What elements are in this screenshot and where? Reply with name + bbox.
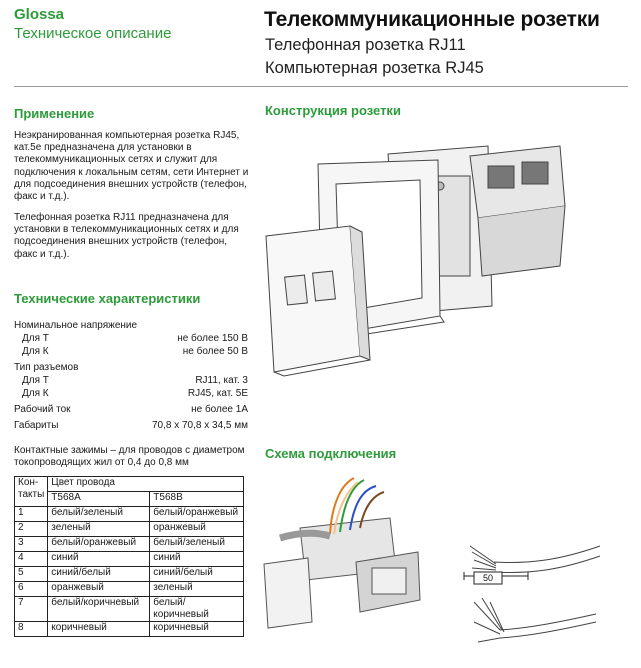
contact-number: 7 <box>15 597 48 622</box>
page-title: Телекоммуникационные розетки <box>264 8 600 31</box>
dust-cover-shape <box>264 558 312 628</box>
wiring-illustration <box>260 472 630 657</box>
color-a: коричневый <box>48 622 150 637</box>
contact-number: 1 <box>15 507 48 522</box>
module-block-shape <box>470 146 565 218</box>
color-b: оранжевый <box>150 522 244 537</box>
color-a: белый/зеленый <box>48 507 150 522</box>
specs-heading: Технические характеристики <box>14 291 201 306</box>
cover-plate-shape <box>266 226 360 372</box>
spec-dims-label: Габариты <box>14 420 59 431</box>
color-a: белый/коричневый <box>48 597 150 622</box>
color-b: белый/оранжевый <box>150 507 244 522</box>
table-subheader-row <box>15 492 244 507</box>
table-row <box>15 537 244 552</box>
table-row <box>15 597 244 622</box>
wire-color-table <box>14 476 244 637</box>
clamps-note: Контактные зажимы – для проводов с диаметром токопроводящих жил от 0,4 до 0,8 мм <box>14 445 245 468</box>
socket-exploded-illustration <box>260 126 630 396</box>
construction-heading: Конструкция розетки <box>265 103 401 118</box>
color-a: оранжевый <box>48 582 150 597</box>
contact-number: 3 <box>15 537 48 552</box>
color-a: синий <box>48 552 150 567</box>
color-b: зеленый <box>150 582 244 597</box>
header-divider <box>14 86 628 87</box>
table-row <box>15 552 244 567</box>
spec-current-label: Рабочий ток <box>14 404 71 415</box>
application-paragraph-rj11: Телефонная розетка RJ11 предназначена для установки в телекоммуникационных сетях и для подсоединения внешних устройств (телефон, факс и т.д.). <box>14 212 239 260</box>
color-a: белый/оранжевый <box>48 537 150 552</box>
spec-connector-k-value: RJ45, кат. 5Е <box>187 388 248 399</box>
brand-name: Glossa <box>14 6 65 23</box>
contact-number: 6 <box>15 582 48 597</box>
spec-connector-label: Тип разъемов <box>14 362 79 373</box>
table-header-row <box>15 477 244 492</box>
spec-voltage-k-label: Для К <box>22 346 49 357</box>
color-a: синий/белый <box>48 567 150 582</box>
spec-connector-t-label: Для Т <box>22 375 49 386</box>
spec-voltage-label: Номинальное напряжение <box>14 320 138 331</box>
table-row <box>15 522 244 537</box>
spec-voltage-t-label: Для Т <box>22 333 49 344</box>
table-row <box>15 582 244 597</box>
contact-number: 8 <box>15 622 48 637</box>
wiring-heading: Схема подключения <box>265 446 397 461</box>
table-row <box>15 622 244 637</box>
spec-voltage-k-value: не более 50 В <box>182 346 248 357</box>
std-b-header: T568B <box>150 492 244 507</box>
color-b: белый/зеленый <box>150 537 244 552</box>
spec-dims-value: 70,8 х 70,8 х 34,5 мм <box>151 420 248 431</box>
application-heading: Применение <box>14 106 95 121</box>
std-a-header: T568A <box>48 492 150 507</box>
spec-connector-t-value: RJ11, кат. 3 <box>195 375 248 386</box>
color-a: зеленый <box>48 522 150 537</box>
color-header: Цвет провода <box>48 477 244 492</box>
spec-current-value: не более 1А <box>191 404 248 415</box>
color-b: синий <box>150 552 244 567</box>
strip-length-label: 50 <box>482 573 494 583</box>
contacts-header: Кон- такты <box>15 477 48 507</box>
contact-number: 5 <box>15 567 48 582</box>
title-line-rj11: Телефонная розетка RJ11 <box>265 36 466 54</box>
specs-list <box>0 320 248 430</box>
spec-voltage-t-value: не более 150 В <box>177 333 248 344</box>
table-row <box>15 507 244 522</box>
contact-number: 4 <box>15 552 48 567</box>
table-row <box>15 567 244 582</box>
color-b: коричневый <box>150 622 244 637</box>
title-line-rj45: Компьютерная розетка RJ45 <box>265 59 484 77</box>
spec-connector-k-label: Для К <box>22 388 49 399</box>
contact-number: 2 <box>15 522 48 537</box>
document-subtitle: Техническое описание <box>14 25 172 42</box>
color-b: синий/белый <box>150 567 244 582</box>
color-b: белый/коричневый <box>150 597 244 622</box>
application-paragraph-rj45: Неэкранированная компьютерная розетка RJ45, кат.5е предназначена для установки в телекоммуникационных сетях и служит для подключения к локальным сетям, сети Интернет и для подсоединения внешних устройств (телефон, факс и т.д.). <box>14 130 249 203</box>
